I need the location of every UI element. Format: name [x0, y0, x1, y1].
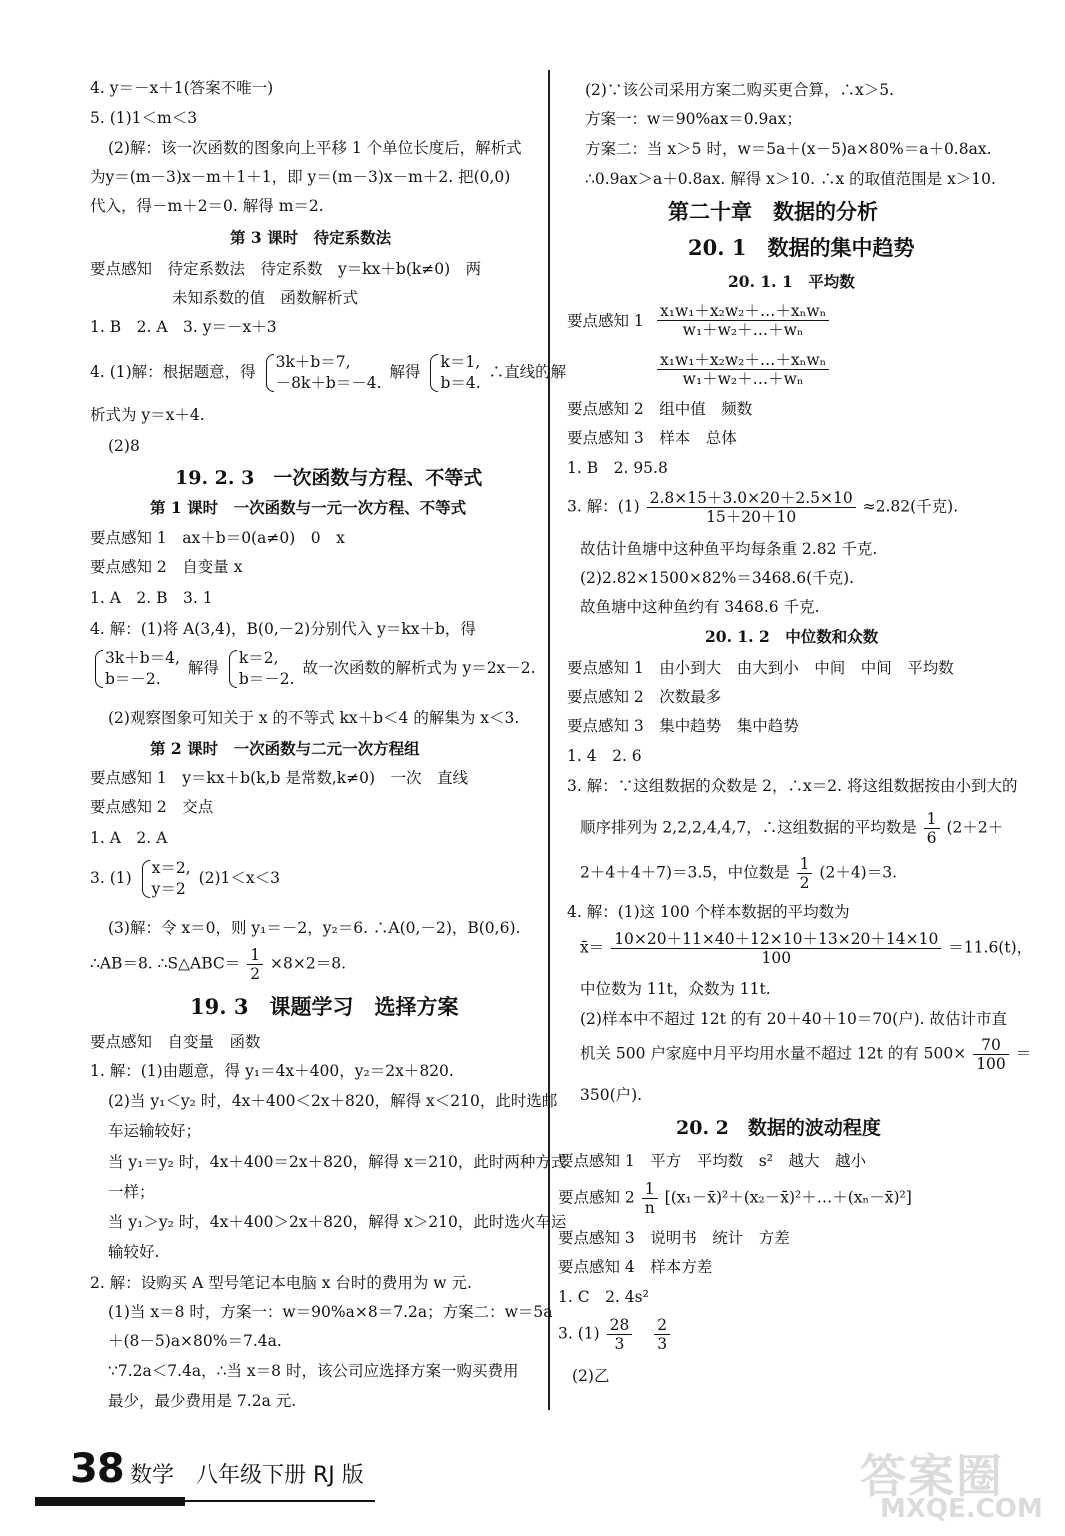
- answer-line: 1. C 2. 4s²: [558, 1288, 649, 1306]
- footer-bar: [35, 1497, 185, 1506]
- answer-line: 要点感知 3 集中趋势 集中趋势: [567, 717, 799, 735]
- answer-line: 一样；: [108, 1183, 155, 1201]
- answer-line-fraction: [580, 855, 897, 892]
- equation-system: [428, 352, 480, 394]
- text: 解得: [389, 363, 421, 381]
- equation-system: [264, 352, 382, 394]
- answer-line-fraction: [90, 946, 346, 983]
- answer-line: 要点感知 待定系数法 待定系数 y＝kx＋b(k≠0) 两: [90, 260, 482, 278]
- answer-line: 方案一：w＝90%ax＝0.9ax；: [585, 110, 802, 128]
- denominator: 2: [250, 965, 261, 983]
- denominator: w₁＋w₂＋…＋wₙ: [682, 370, 804, 388]
- answer-line: (2)观察图象可知关于 x 的不等式 kx＋b＜4 的解集为 x＜3.: [108, 709, 520, 727]
- text: 4. (1)解：根据题意，得: [90, 363, 256, 381]
- answer-line: 析式为 y＝x＋4.: [90, 406, 205, 424]
- answer-line-system: [90, 352, 566, 394]
- fraction: [642, 1180, 658, 1217]
- text: 顺序排列为 2,2,2,4,4,7，∴这组数据的平均数是: [580, 818, 917, 837]
- answer-line: 2. 解：设购买 A 型号笔记本电脑 x 台时的费用为 w 元.: [90, 1274, 472, 1292]
- text: 故一次函数的解析式为 y＝2x－2.: [302, 659, 536, 677]
- answer-line: 故估计鱼塘中这种鱼平均每条重 2.82 千克.: [580, 540, 878, 558]
- equation: －8k＋b＝－4.: [275, 374, 382, 392]
- footer-rule: [185, 1500, 375, 1502]
- answer-line: 要点感知 4 样本方差: [558, 1258, 713, 1276]
- equation: b＝－2.: [238, 670, 295, 688]
- answer-line: 要点感知 3 说明书 统计 方差: [558, 1229, 790, 1247]
- denominator: 6: [926, 829, 937, 847]
- answer-line: 4. y＝－x＋1(答案不唯一): [90, 79, 274, 97]
- answer-line: 要点感知 2 组中值 频数: [567, 400, 753, 418]
- answer-line: 3. 解：∵这组数据的众数是 2，∴x＝2. 将这组数据按由小到大的: [567, 777, 1018, 795]
- answer-line: 1. 解：(1)由题意，得 y₁＝4x＋400，y₂＝2x＋820.: [90, 1062, 454, 1080]
- answer-line: 要点感知 1 由小到大 由大到小 中间 中间 平均数: [567, 659, 954, 677]
- section-heading: 20. 2 数据的波动程度: [676, 1117, 881, 1139]
- answer-line-fraction: [558, 1180, 912, 1217]
- text: 3. (1): [90, 869, 132, 887]
- formula-line: [655, 351, 831, 388]
- numerator: x₁w₁＋x₂w₂＋…＋xₙwₙ: [657, 351, 829, 370]
- section-heading: 20. 1. 1 平均数: [728, 272, 855, 291]
- denominator: 3: [657, 1335, 668, 1353]
- answer-line-fraction: [580, 1036, 1031, 1073]
- section-heading: 20. 1 数据的集中趋势: [688, 235, 915, 260]
- text: 3. (1): [558, 1324, 600, 1343]
- fraction: [657, 351, 829, 388]
- section-heading: 第 2 课时 一次函数与二元一次方程组: [150, 739, 420, 758]
- text: 2＋4＋4＋7)＝3.5，中位数是: [580, 863, 790, 882]
- text: (2)1＜x＜3: [198, 869, 280, 887]
- fraction: [611, 930, 941, 967]
- answer-line: 1. 4 2. 6: [567, 747, 642, 765]
- chapter-heading: 第二十章 数据的分析: [668, 199, 878, 224]
- answer-line: ＋(8－5)a×80%＝7.4a.: [108, 1332, 282, 1350]
- denominator: 100: [976, 1055, 1006, 1073]
- answer-line: 要点感知 1 y＝kx＋b(k,b 是常数,k≠0) 一次 直线: [90, 769, 469, 787]
- text: 3. 解：(1): [567, 497, 640, 516]
- text: ×8×2＝8.: [270, 954, 347, 973]
- text: (2＋2＋: [946, 818, 1004, 837]
- answer-line: (2)2.82×1500×82%＝3468.6(千克).: [580, 569, 855, 587]
- text: ∴AB＝8. ∴S△ABC＝: [90, 954, 241, 973]
- answer-line: 要点感知 2 自变量 x: [90, 558, 243, 576]
- answer-line-system: [90, 858, 280, 900]
- answer-line: 中位数为 11t，众数为 11t.: [580, 980, 771, 998]
- watermark-logo: [860, 1440, 1055, 1530]
- answer-line: 为y＝(m－3)x－m＋1＋1，即 y＝(m－3)x－m＋2. 把(0,0): [90, 168, 511, 186]
- numerator: 10×20＋11×40＋12×10＋13×20＋14×10: [611, 930, 941, 949]
- answer-line: 4. 解：(1)将 A(3,4)，B(0,－2)分别代入 y＝kx＋b，得: [90, 620, 476, 638]
- answer-line: ∵7.2a＜7.4a，∴当 x＝8 时，该公司应选择方案一购买费用: [108, 1362, 519, 1380]
- numerator: 1: [247, 946, 263, 965]
- denominator: 3: [614, 1335, 625, 1353]
- answer-line: ∴0.9ax＞a＋0.8ax. 解得 x＞10. ∴x 的取值范围是 x＞10.: [585, 170, 996, 188]
- section-heading: 第 3 课时 待定系数法: [230, 228, 392, 247]
- fraction: [924, 810, 940, 847]
- equation-system: [93, 648, 180, 690]
- text: ≈2.82(千克).: [862, 497, 959, 516]
- numerator: x₁w₁＋x₂w₂＋…＋xₙwₙ: [657, 302, 829, 321]
- section-heading: 20. 1. 2 中位数和众数: [705, 627, 879, 646]
- numerator: 70: [973, 1036, 1009, 1055]
- denominator: 2: [799, 874, 810, 892]
- answer-line: 要点感知 3 样本 总体: [567, 429, 737, 447]
- answer-line: 未知系数的值 函数解析式: [172, 289, 359, 307]
- answer-line: 车运输较好；: [108, 1122, 202, 1140]
- text: x̄＝: [580, 938, 605, 957]
- equation: b＝4.: [440, 374, 481, 392]
- answer-line-fraction: [558, 1316, 672, 1353]
- answer-line: 要点感知 2 次数最多: [567, 688, 722, 706]
- answer-line: 输较好.: [108, 1243, 160, 1261]
- equation: k＝2,: [238, 649, 279, 667]
- text: 机关 500 户家庭中月平均用水量不超过 12t 的有 500×: [580, 1044, 967, 1063]
- equation: k＝1,: [440, 353, 481, 371]
- fraction: [657, 302, 829, 339]
- book-subject: 数学 八年级下册 RJ 版: [130, 1463, 364, 1488]
- answer-line: 要点感知 1: [567, 312, 644, 330]
- answer-line: 当 y₁＞y₂ 时，4x＋400＞2x＋820，解得 x＞210，此时选火车运: [108, 1213, 567, 1231]
- fraction: [247, 946, 263, 983]
- answer-line: (2)当 y₁＜y₂ 时，4x＋400＜2x＋820，解得 x＜210，此时选邮: [108, 1092, 558, 1110]
- answer-line: 最少，最少费用是 7.2a 元.: [108, 1392, 297, 1410]
- answer-line: 1. A 2. B 3. 1: [90, 589, 213, 607]
- numerator: 2.8×15＋3.0×20＋2.5×10: [647, 489, 856, 508]
- text: ＝11.6(t)，: [948, 938, 1033, 957]
- numerator: 1: [642, 1180, 658, 1199]
- answer-line: (2)乙: [572, 1367, 610, 1385]
- fraction: [973, 1036, 1009, 1073]
- fraction: [654, 1316, 670, 1353]
- numerator: 2: [654, 1316, 670, 1335]
- text: ＝: [1015, 1044, 1032, 1063]
- answer-line: 5. (1)1＜m＜3: [90, 109, 198, 127]
- section-heading: 19. 2. 3 一次函数与方程、不等式: [175, 467, 483, 489]
- answer-line: 4. 解：(1)这 100 个样本数据的平均数为: [567, 903, 850, 921]
- answer-line: (2)解：该一次函数的图象向上平移 1 个单位长度后，解析式: [108, 139, 522, 157]
- text: 解得: [187, 659, 219, 677]
- answer-line: 1. B 2. 95.8: [567, 459, 668, 477]
- column-divider: [548, 70, 550, 1410]
- formula-line: [655, 302, 831, 339]
- answer-line: 当 y₁＝y₂ 时，4x＋400＝2x＋820，解得 x＝210，此时两种方式: [108, 1153, 567, 1171]
- fraction: [797, 855, 813, 892]
- equation: b＝－2.: [105, 670, 161, 688]
- answer-line: 要点感知 2 交点: [90, 798, 214, 816]
- denominator: n: [644, 1199, 655, 1217]
- denominator: w₁＋w₂＋…＋wₙ: [682, 321, 804, 339]
- answer-line: (2)样本中不超过 12t 的有 20＋40＋10＝70(户). 故估计市直: [580, 1010, 1008, 1028]
- answer-line: 方案二：当 x＞5 时，w＝5a＋(x－5)a×80%＝a＋0.8ax.: [585, 140, 992, 158]
- answer-line: (2)∵该公司采用方案二购买更合算，∴x＞5.: [585, 81, 894, 99]
- equation-system: [140, 858, 191, 900]
- equation: 3k＋b＝4,: [105, 649, 180, 667]
- page-number: 38: [70, 1446, 124, 1492]
- answer-line: 350(户).: [580, 1086, 643, 1104]
- equation: 3k＋b＝7,: [275, 353, 351, 371]
- text: (2＋4)＝3.: [819, 863, 898, 882]
- answer-line-fraction: [567, 489, 958, 526]
- answer-line-fraction: [580, 930, 1032, 967]
- equation: y＝2: [151, 880, 186, 898]
- text: 要点感知 2: [558, 1188, 635, 1207]
- equation-system: [227, 648, 295, 690]
- answer-line: 要点感知 自变量 函数: [90, 1033, 261, 1051]
- text: [(x₁－x̄)²＋(x₂－x̄)²＋…＋(xₙ－x̄)²]: [664, 1188, 912, 1207]
- denominator: 100: [761, 949, 792, 967]
- answer-line: 要点感知 1 ax＋b＝0(a≠0) 0 x: [90, 529, 345, 547]
- numerator: 1: [797, 855, 813, 874]
- numerator: 1: [924, 810, 940, 829]
- answer-line: 代入，得－m＋2＝0. 解得 m＝2.: [90, 197, 324, 215]
- watermark-text: 答案圈: [860, 1449, 1004, 1503]
- answer-line-system: [90, 648, 536, 690]
- answer-line: (1)当 x＝8 时，方案一：w＝90%a×8＝7.2a；方案二：w＝5a: [108, 1303, 553, 1321]
- answer-line: 要点感知 1 平方 平均数 s² 越大 越小: [558, 1152, 866, 1170]
- answer-line: 1. B 2. A 3. y＝－x＋3: [90, 318, 277, 336]
- denominator: 15＋20＋10: [706, 508, 797, 526]
- answer-line: 故鱼塘中这种鱼约有 3468.6 千克.: [580, 598, 820, 616]
- answer-line-fraction: [580, 810, 1003, 847]
- answer-line: (3)解：令 x＝0，则 y₁＝－2，y₂＝6. ∴A(0,－2)，B(0,6).: [108, 919, 521, 937]
- fraction: [607, 1316, 633, 1353]
- section-heading: 19. 3 课题学习 选择方案: [190, 994, 459, 1019]
- equation: x＝2,: [151, 859, 191, 877]
- answer-line: (2)8: [108, 437, 140, 455]
- numerator: 28: [607, 1316, 633, 1335]
- watermark-url: MXQE.COM: [880, 1494, 1043, 1524]
- section-heading: 第 1 课时 一次函数与一元一次方程、不等式: [150, 498, 467, 517]
- fraction: [647, 489, 856, 526]
- text: ∴直线的解: [488, 363, 567, 381]
- answer-line: 1. A 2. A: [90, 829, 168, 847]
